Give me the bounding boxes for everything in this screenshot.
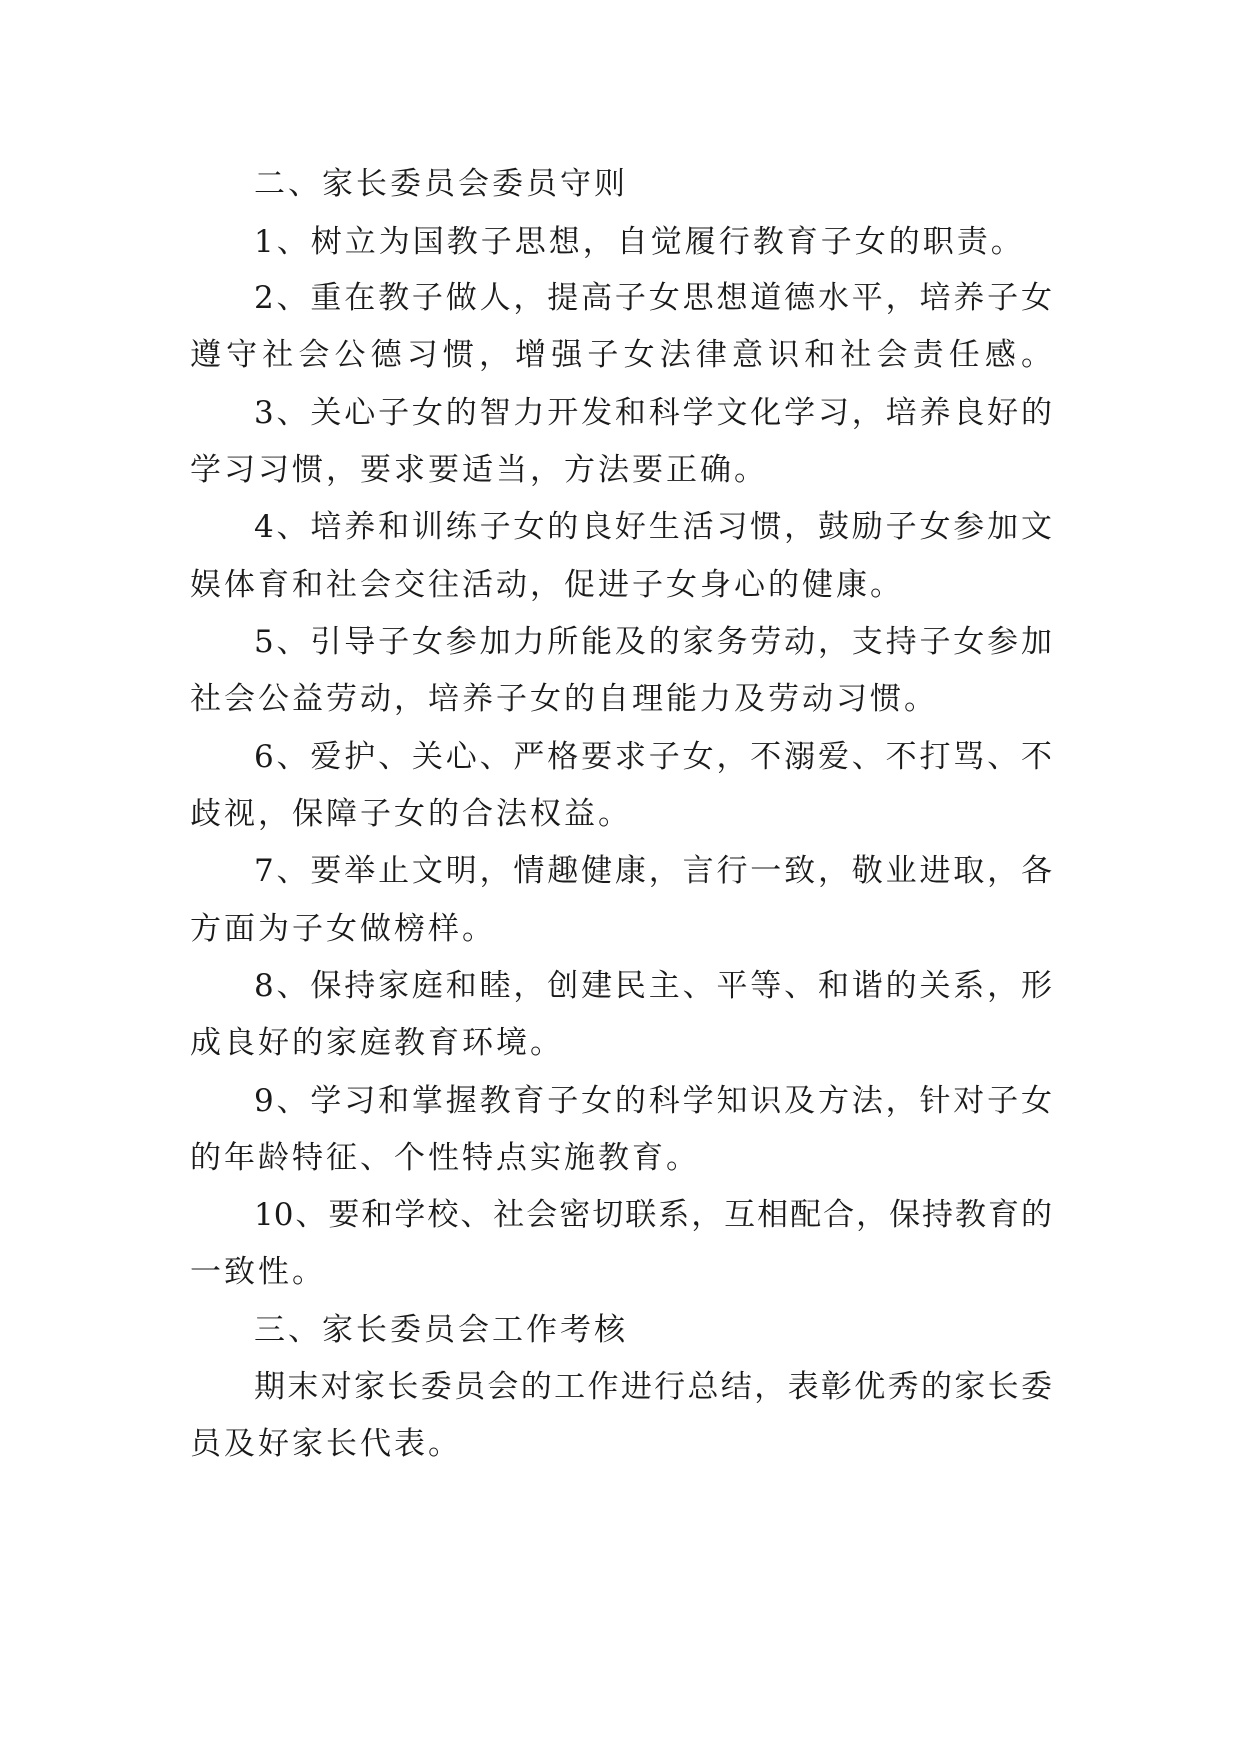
rule-9-line-2: 的年龄特征、个性特点实施教育。: [190, 1140, 700, 1176]
rule-7-line-1: 7、要举止文明，情趣健康，言行一致，敬业进取，各: [254, 853, 1052, 889]
assessment-line-2: 员及好家长代表。: [190, 1426, 462, 1462]
rule-8-line-1: 8、保持家庭和睦，创建民主、平等、和谐的关系，形: [254, 968, 1052, 1004]
rule-4-line-1: 4、培养和训练子女的良好生活习惯，鼓励子女参加文: [254, 509, 1052, 545]
rule-7-line-2: 方面为子女做榜样。: [190, 911, 496, 947]
section-heading-assessment: 三、家长委员会工作考核: [254, 1312, 628, 1348]
rule-2-line-1: 2、重在教子做人，提高子女思想道德水平，培养子女: [254, 280, 1052, 316]
rule-6-line-2: 歧视，保障子女的合法权益。: [190, 796, 632, 832]
rule-4-line-2: 娱体育和社会交往活动，促进子女身心的健康。: [190, 567, 904, 603]
rule-2-line-2: 遵守社会公德习惯，增强子女法律意识和社会责任感。: [190, 337, 1052, 373]
rule-9-line-1: 9、学习和掌握教育子女的科学知识及方法，针对子女: [254, 1083, 1052, 1119]
rule-3-line-2: 学习习惯，要求要适当，方法要正确。: [190, 452, 768, 488]
rule-5-line-2: 社会公益劳动，培养子女的自理能力及劳动习惯。: [190, 681, 938, 717]
rule-10-line-2: 一致性。: [190, 1254, 326, 1290]
section-heading-rules: 二、家长委员会委员守则: [254, 166, 628, 202]
rule-6-line-1: 6、爱护、关心、严格要求子女，不溺爱、不打骂、不: [254, 739, 1052, 775]
rule-10-line-1: 10、要和学校、社会密切联系，互相配合，保持教育的: [254, 1197, 1052, 1233]
rule-5-line-1: 5、引导子女参加力所能及的家务劳动，支持子女参加: [254, 624, 1052, 660]
rule-3-line-1: 3、关心子女的智力开发和科学文化学习，培养良好的: [254, 395, 1052, 431]
assessment-line-1: 期末对家长委员会的工作进行总结，表彰优秀的家长委: [254, 1369, 1052, 1405]
rule-1-line-1: 1、树立为国教子思想，自觉履行教育子女的职责。: [254, 224, 1025, 260]
rule-8-line-2: 成良好的家庭教育环境。: [190, 1025, 564, 1061]
